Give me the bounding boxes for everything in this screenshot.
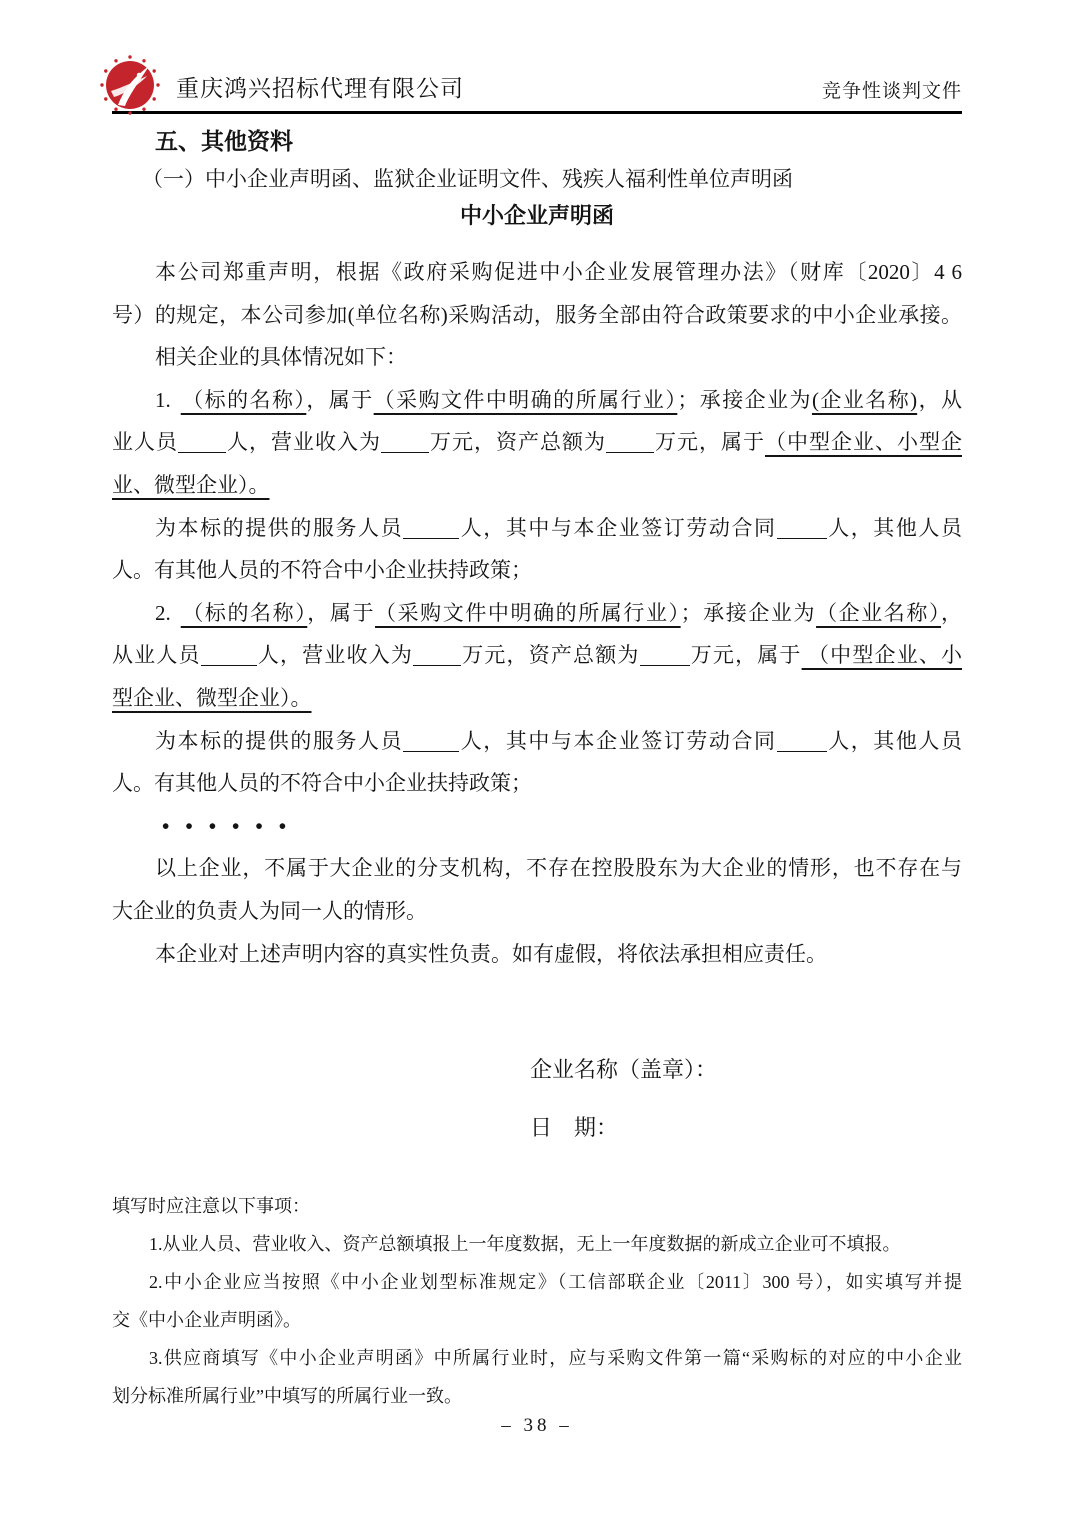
notes-title: 填写时应注意以下事项： bbox=[112, 1196, 310, 1217]
body-text-run: 人，其中与本企业签订劳动合同 bbox=[459, 515, 777, 540]
fill-in-blank bbox=[178, 434, 226, 453]
body-text-run: 万元，属于 bbox=[689, 643, 802, 668]
enterprise-type-field: 业、微型企业）。 bbox=[112, 472, 270, 497]
note-item-1: 1.从业人员、营业收入、资产总额填报上一年度数据，无上一年度数据的新成立企业可不填报。 bbox=[149, 1234, 901, 1255]
note-item-3-line-1: 3.供应商填写《中小企业声明函》中所属行业时，应与采购文件第一篇“采购标的对应的中小企业 bbox=[149, 1348, 962, 1369]
fill-in-blank bbox=[777, 520, 827, 539]
body-line: 号）的规定，本公司参加(单位名称)采购活动，服务全部由符合政策要求的中小企业承接。 bbox=[112, 302, 962, 327]
fill-in-blank bbox=[381, 434, 429, 453]
body-text-run: 人，其他人员 bbox=[826, 515, 962, 540]
industry-field: （采购文件中明确的所属行业） bbox=[375, 600, 681, 625]
enterprise-type-field: （中型企业、小型企 bbox=[765, 430, 962, 455]
enterprise-type-field: （中型企业、小 bbox=[801, 643, 963, 668]
page-header bbox=[112, 0, 962, 114]
item-2-line-1 bbox=[112, 592, 962, 635]
doc-type-label: 竞争性谈判文件 bbox=[821, 81, 962, 102]
page-number: – 38 – bbox=[501, 1415, 573, 1437]
service-line-2: 人。有其他人员的不符合中小企业扶持政策； bbox=[112, 558, 532, 583]
body-text-run: 为本标的提供的服务人员 bbox=[155, 728, 404, 753]
body-text-run: 人，营业收入为 bbox=[226, 430, 381, 455]
service-line-1 bbox=[112, 720, 962, 763]
fill-in-blank bbox=[606, 434, 654, 453]
note-item-2-line-1: 2.中小企业应当按照《中小企业划型标准规定》（工信部联企业〔2011〕300 号），如实填写并提 bbox=[149, 1272, 962, 1293]
service-line-1 bbox=[112, 507, 962, 550]
body-line: 大企业的负责人为同一人的情形。 bbox=[112, 898, 427, 923]
body-text-run: ，从 bbox=[917, 387, 963, 412]
item-1-line-1 bbox=[112, 379, 962, 422]
fill-in-blank bbox=[777, 733, 827, 752]
fill-in-blank bbox=[403, 520, 459, 539]
target-name-field: （标的名称） bbox=[180, 387, 307, 412]
fill-in-blank bbox=[403, 733, 459, 752]
item-1-line-3 bbox=[112, 464, 962, 507]
item-2-line-3 bbox=[112, 677, 962, 720]
body-text bbox=[112, 251, 962, 975]
company-name: 重庆鸿兴招标代理有限公司 bbox=[176, 76, 464, 101]
item-1-line-2 bbox=[112, 421, 962, 464]
service-line-2: 人。有其他人员的不符合中小企业扶持政策； bbox=[112, 771, 532, 796]
fill-in-blank bbox=[640, 647, 690, 666]
body-text-run: ，属于 bbox=[307, 600, 376, 625]
body-line: 以上企业，不属于大企业的分支机构，不存在控股股东为大企业的情形，也不存在与 bbox=[155, 856, 962, 881]
body-text-run: ；承接企业为 bbox=[680, 600, 817, 625]
note-item-2-line-2: 交《中小企业声明函》。 bbox=[112, 1310, 301, 1331]
target-name-field: （标的名称） bbox=[180, 600, 308, 625]
body-text-run: 万元，属于 bbox=[654, 430, 765, 455]
doc-title: 中小企业声明函 bbox=[459, 203, 614, 228]
body-text-run: ；承接企业为 bbox=[677, 387, 812, 412]
company-logo-icon bbox=[98, 53, 162, 117]
body-text-run: ，属于 bbox=[306, 387, 374, 412]
enterprise-type-field: 型企业、微型企业）。 bbox=[112, 685, 312, 710]
body-text-run: 业人员 bbox=[112, 430, 178, 455]
section-title: 五、其他资料 bbox=[155, 128, 293, 154]
body-text-run: 从业人员 bbox=[112, 643, 201, 668]
industry-field: （采购文件中明确的所属行业） bbox=[373, 387, 678, 412]
company-name-field: （企业名称） bbox=[816, 600, 942, 625]
body-text-run: 人，其他人员 bbox=[826, 728, 962, 753]
body-line: 本企业对上述声明内容的真实性负责。如有虚假，将依法承担相应责任。 bbox=[155, 941, 827, 966]
ellipsis-dots: •••••• bbox=[162, 813, 303, 838]
body-text-run: 人，其中与本企业签订劳动合同 bbox=[459, 728, 777, 753]
body-text-run: 为本标的提供的服务人员 bbox=[155, 515, 404, 540]
signature-block bbox=[530, 1055, 962, 1143]
fill-in-blank bbox=[201, 647, 257, 666]
item-2-line-2 bbox=[112, 634, 962, 677]
item-number: 1. bbox=[155, 387, 171, 412]
body-text-run: ， bbox=[941, 600, 963, 625]
company-name-field: (企业名称) bbox=[811, 387, 918, 412]
body-line: 相关企业的具体情况如下： bbox=[155, 345, 407, 370]
subsection-title: （一）中小企业声明函、监狱企业证明文件、残疾人福利性单位声明函 bbox=[142, 167, 793, 191]
body-text-run: 人，营业收入为 bbox=[256, 643, 414, 668]
company-seal-line: 企业名称（盖章）： bbox=[530, 1057, 718, 1083]
body-text-run: 万元，资产总额为 bbox=[461, 643, 640, 668]
fill-in-blank bbox=[413, 647, 461, 666]
note-item-3-line-2: 划分标准所属行业”中填写的所属行业一致。 bbox=[112, 1386, 462, 1407]
notes-block bbox=[112, 1187, 962, 1415]
date-line: 日 期： bbox=[530, 1115, 619, 1141]
body-text-run: 万元，资产总额为 bbox=[429, 430, 606, 455]
body-line: 本公司郑重声明，根据《政府采购促进中小企业发展管理办法》（财库〔2020〕4 6 bbox=[155, 260, 962, 284]
item-number: 2. bbox=[155, 600, 171, 625]
